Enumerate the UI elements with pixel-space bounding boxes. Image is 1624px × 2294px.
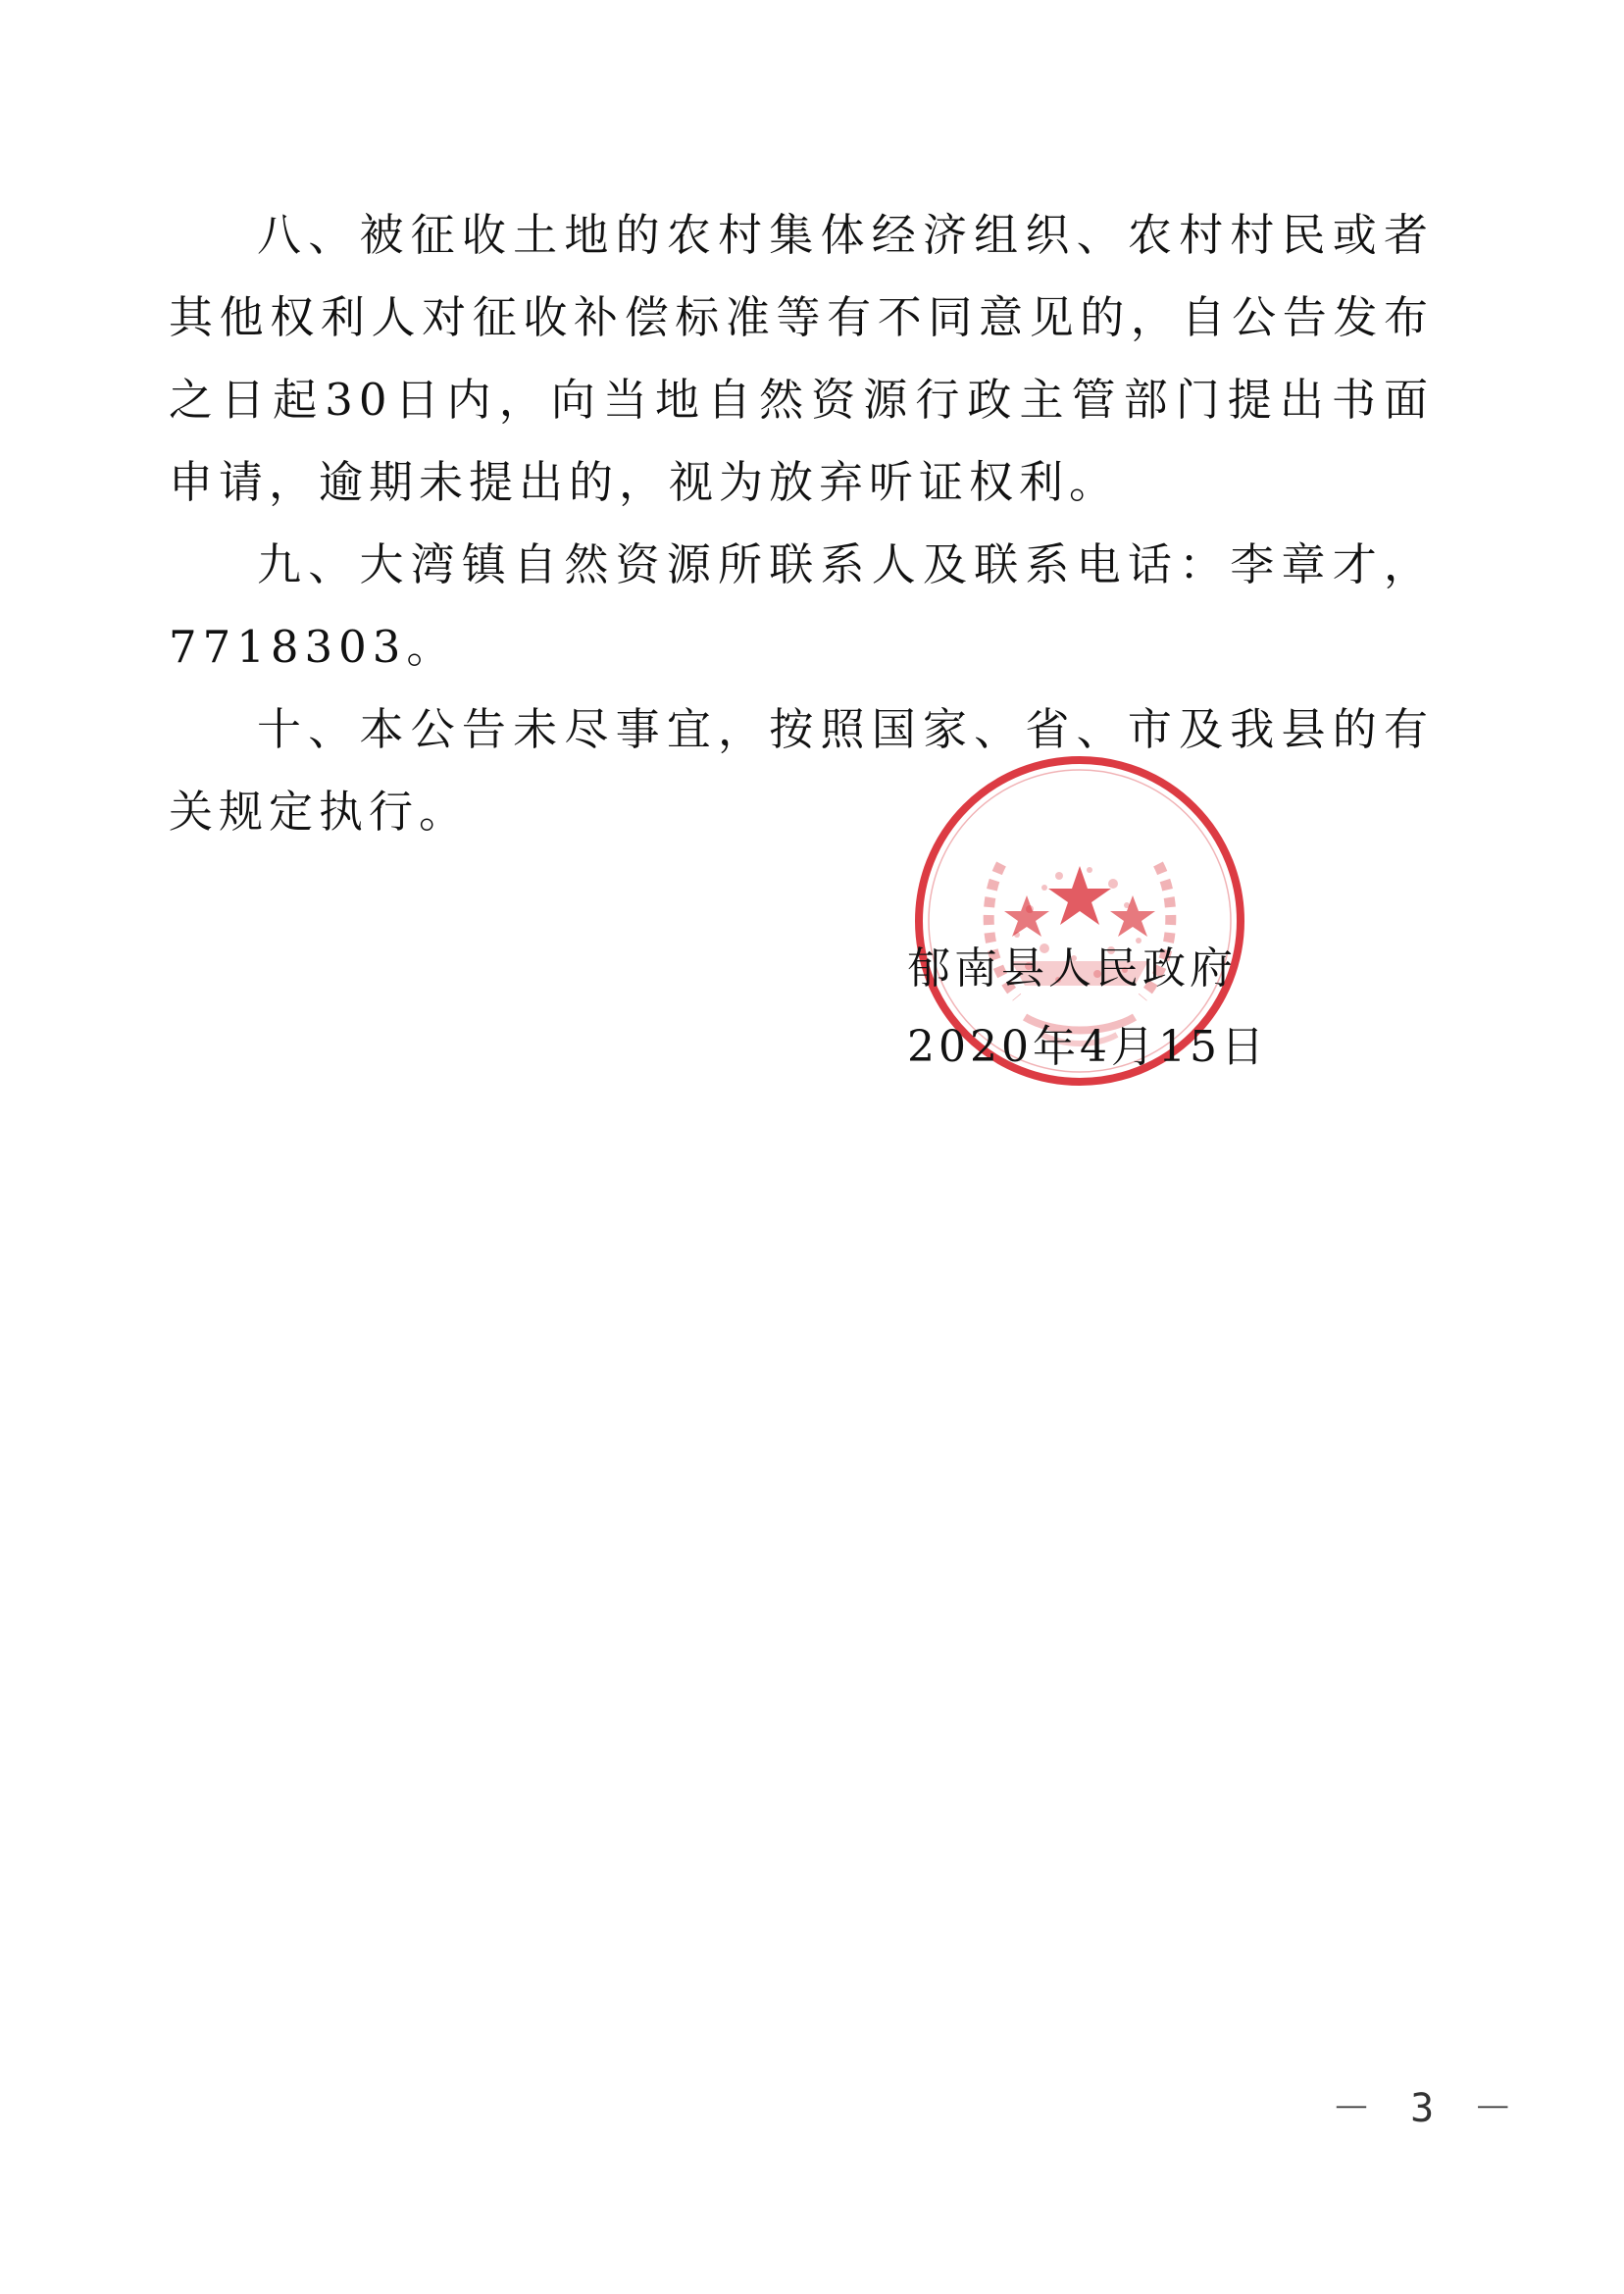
paragraph-eight: 八、被征收土地的农村集体经济组织、农村村民或者其他权利人对征收补偿标准等有不同意见的，自公告发布之日起30日内，向当地自然资源行政主管部门提出书面申请，逾期未提出的，视为放弃听证权利。 (169, 209, 1434, 508)
paragraph-nine: 九、大湾镇自然资源所联系人及联系电话：李章才，7718303。 (169, 538, 1434, 673)
signature-block (907, 930, 1268, 1087)
paragraph-ten: 十、本公告未尽事宜，按照国家、省、市及我县的有关规定执行。 (169, 703, 1434, 838)
page-number: － 3 － (1332, 2086, 1521, 2131)
issuer-name: 郁南县人民政府 (907, 943, 1237, 994)
issue-date: 2020年4月15日 (907, 1022, 1268, 1072)
